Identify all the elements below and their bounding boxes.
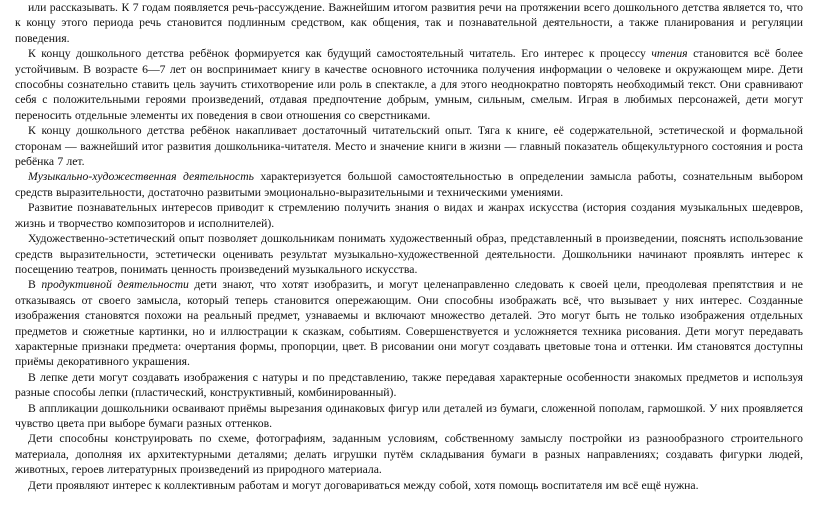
italic-term: Музыкально-художественная деятельность <box>28 170 254 184</box>
text-run: или рассказывать. К 7 годам появляется речь-рассуждение. Важнейшим итогом развития речи на протяжении всего дошкольного детства является то, что к концу этого периода речь становится подлинным средством, как общения, так и познавательной деятельности, а также планирования и регуляции поведения. <box>15 1 803 45</box>
text-run: В аппликации дошкольники осваивают приёмы вырезания одинаковых фигур или деталей из бумаги, сложенной пополам, гармошкой. У них проявляется чувство цвета при выборе бумаги разных оттенков. <box>15 401 803 430</box>
text-run: Дети способны конструировать по схеме, фотографиям, заданным условиям, собственному замыслу постройки из разнообразного строительного материала, дополняя их архитектурными деталями; делать игрушки путём складывания бумаги в разных направлениях; создавать фигурки людей, животных, героев литературных произведений из природного материала. <box>15 432 803 477</box>
paragraph <box>15 401 803 432</box>
text-run: В <box>28 278 42 292</box>
paragraph <box>15 370 803 401</box>
text-run: дети знают, что хотят изобразить, и могут целенаправленно следовать к своей цели, преодолевая препятствия и не отказываясь от своего замысла, который теперь становится опережающим. Они способны изображать всё, что вызывает у них интерес. Созданные изображения становятся похожи на реальный предмет, узнаваемы и включают множество деталей. Это могут быть не только изображения отдельных предметов и сюжетные картинки, но и иллюстрации к сказкам, событиям. Совершенствуется и усложняется техника рисования. Дети могут передавать характерные признаки предмета: очертания формы, пропорции, цвет. В рисовании они могут создавать цветовые тона и оттенки. Им становятся доступны приёмы декоративного украшения. <box>15 278 803 369</box>
text-run: К концу дошкольного детства ребёнок формируется как будущий самостоятельный читатель. Его интерес к процессу <box>28 47 652 61</box>
text-run: Развитие познавательных интересов приводит к стремлению получить знания о видах и жанрах искусства (история создания музыкальных шедевров, жизнь и творчество композиторов и исполнителей). <box>15 201 803 230</box>
paragraph <box>15 169 803 200</box>
paragraph <box>15 478 803 493</box>
text-run: характеризуется большой самостоятельностью в определении замысла работы, сознательным выбором средств выразительности, достаточно развитыми эмоционально-выразительными и техническими умениями. <box>15 170 803 199</box>
text-run: К концу дошкольного детства ребёнок накапливает достаточный читательский опыт. Тяга к книге, её содержательной, эстетической и формальной сторонам — важнейший итог развития дошкольника-читателя. Место и значение книги в жизни — главный показатель общекультурного состояния и роста ребёнка 7 лет. <box>15 124 803 169</box>
paragraph <box>15 277 803 369</box>
text-run: Художественно-эстетический опыт позволяет дошкольникам понимать художественный образ, представленный в произведении, пояснять использование средств выразительности, эстетически оценивать результат музыкально-художественной деятельности. Дошкольники начинают проявлять интерес к посещению театров, понимать ценность произведений музыкального искусства. <box>15 232 803 276</box>
italic-term: продуктивной деятельности <box>41 278 189 292</box>
paragraph <box>15 431 803 477</box>
text-run: В лепке дети могут создавать изображения с натуры и по представлению, также передавая характерные особенности знакомых предметов и используя разные способы лепки (пластический, конструктивный, комбинированный). <box>15 370 803 400</box>
italic-term: чтения <box>651 47 688 61</box>
paragraph <box>15 231 803 277</box>
text-run: Дети проявляют интерес к коллективным работам и могут договариваться между собой, хотя помощь воспитателя им всё ещё нужна. <box>28 478 699 492</box>
paragraph <box>15 0 803 46</box>
paragraph <box>15 200 803 231</box>
text-run: становится всё более устойчивым. В возрасте 6—7 лет он воспринимает книгу в качестве основного источника получения информации о человеке и окружающем мире. Дети способны сознательно ставить цель заучить стихотворение или роль в спектакле, а для этого неоднократно повторять необходимый текст. Они сравнивают себя с положительными героями произведений, отдавая предпочтение добрым, умным, сильным, смелым. Играя в любимых персонажей, дети могут переносить отдельные элементы их поведения в свои отношения со сверстниками. <box>15 47 803 122</box>
paragraph <box>15 46 803 123</box>
paragraph <box>15 123 803 169</box>
